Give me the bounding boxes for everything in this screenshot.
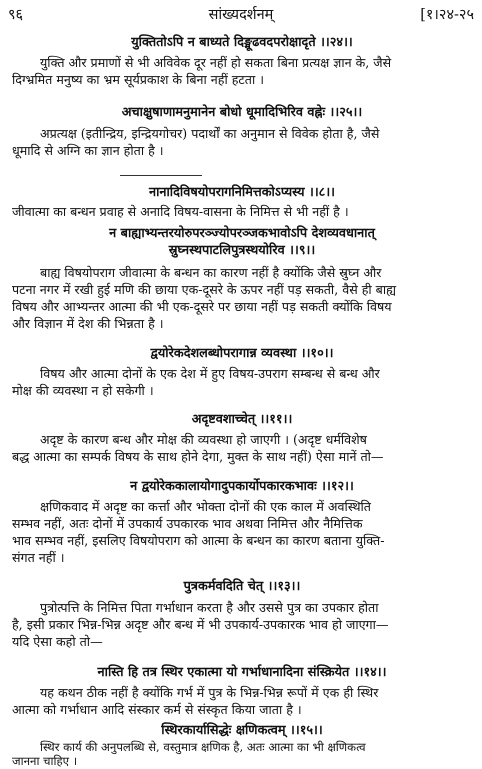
sutra-heading: नानादिविषयोपरागनिमित्तकोऽप्यस्य ।।८।। [148, 185, 336, 200]
commentary-line: जीवात्मा का बन्धन प्रवाह से अनादि विषय-वासना के निमित्त से भी नहीं है । [12, 204, 349, 219]
commentary-line: यदि ऐसा कहो तो— [12, 633, 103, 649]
commentary-line: अप्रत्यक्ष (इतीन्द्रिय, इन्द्रियगोचर) पदार्थों का अनुमान से विवेक होता है, जैसे [40, 126, 380, 141]
commentary-line: बाह्य विषयोपराग जीवात्मा के बन्धन का कारण नहीं है क्योंकि जैसे स्रुघ्न और [40, 265, 382, 280]
commentary-line: आत्मा को गर्भाधान आदि संस्कार कर्म से संस्कृत किया जाता है । [12, 701, 302, 717]
commentary-paragraph [12, 126, 472, 160]
commentary-line: युक्ति और प्रमाणों से भी अविवेक दूर नहीं हो सकता बिना प्रत्यक्ष ज्ञान के, जैसे [40, 55, 392, 70]
commentary-line: दिग्भ्रमित मनुष्य का भ्रम सूर्यप्रकाश के बिना नहीं हटता । [12, 71, 264, 87]
commentary-paragraph [12, 600, 472, 651]
commentary-line: धूमादि से अग्नि का ज्ञान होता है । [12, 142, 164, 158]
commentary-line: अदृष्ट के कारण बन्ध और मोक्ष की व्यवस्था हो जाएगी । (अदृष्ट धर्मविशेष [40, 432, 367, 447]
commentary-line: पुत्रोत्पत्ति के निमित्त पिता गर्भाधान करता है और उससे पुत्र का उपकार होता [40, 600, 379, 615]
commentary-line: जानना चाहिए । [12, 754, 78, 769]
sutra-heading: द्वयोरेकदेशलब्धोपरागान्न व्यवस्था ।।१०।। [150, 346, 334, 361]
sutra-heading: पुत्रकर्मवदिति चेत् ।।१३।। [183, 579, 301, 594]
sutra-heading: नास्ति हि तत्र स्थिर एकात्मा यो गर्भाधानादिना संस्क्रियेत ।।१४।। [97, 665, 387, 680]
commentary-paragraph [12, 55, 472, 89]
commentary-line: भाव सम्भव नहीं, इसलिए विषयोपराग को आत्मा के बन्धन का कारण बताना युक्ति- [12, 532, 385, 548]
commentary-paragraph [12, 265, 472, 333]
commentary-line: संगत नहीं । [12, 549, 65, 565]
page-title: सांख्यदर्शनम् [208, 7, 274, 23]
page-header [0, 6, 482, 28]
sutra-heading: न बाह्याभ्यन्तरयोरुपरञ्ज्योपरञ्जकभावोऽपि देशव्यवधानात् स्रुघ्नस्थपाटलिपुत्रस्थयोरिव ।।९।। [109, 226, 375, 259]
commentary-paragraph [12, 366, 472, 400]
section-divider [120, 175, 202, 176]
page-number: ९६ [8, 7, 24, 23]
sutra-heading: अचाक्षुषाणामनुमानेन बोधो धूमादिभिरिव वह्नेः ।।२५।। [121, 105, 363, 120]
commentary-line: सम्भव नहीं, अतः दोनों में उपकार्य उपकारक भाव अथवा निमित्त और नैमित्तिक [12, 515, 363, 531]
commentary-line: है, इसी प्रकार भिन्न-भिन्न अदृष्ट और बन्ध में भी उपकार्य-उपकारक भाव हो जाएगा— [12, 616, 389, 632]
commentary-paragraph [12, 499, 472, 567]
commentary-paragraph [12, 685, 472, 719]
commentary-line: पटना नगर में रखी हुई मणि की छाया एक-दूसरे के ऊपर नहीं पड़ सकती, वैसे ही बाह्य [12, 281, 397, 297]
commentary-line: यह कथन ठीक नहीं है क्योंकि गर्भ में पुत्र के भिन्न-भिन्न रूपों में एक ही स्थिर [40, 685, 379, 700]
commentary-line: विषय और आत्मा दोनों के एक देश में हुए विषय-उपराग सम्बन्ध से बन्ध और [40, 366, 380, 381]
commentary-line: और विज्ञान में देश की भिन्नता है । [12, 315, 164, 331]
sutra-heading: अदृष्टवशाच्चेत् ।।११।। [191, 412, 293, 427]
commentary-paragraph [12, 432, 472, 466]
commentary-line: स्थिर कार्य की अनुपलब्धि से, वस्तुमात्र क्षणिक है, अतः आत्मा का भी क्षणिकत्व [40, 740, 366, 754]
commentary-paragraph [12, 204, 472, 221]
commentary-line: बद्ध आत्मा का सम्पर्क विषय के साथ होने देगा, मुक्त के साथ नहीं) ऐसा मानें तो— [12, 448, 384, 464]
commentary-line: विषय और आभ्यन्तर आत्मा की भी एक-दूसरे पर छाया नहीं पड़ सकती क्योंकि विषय [12, 298, 392, 314]
sutra-heading: स्थिरकार्यासिद्धेः क्षणिकत्वम् ।।१५।। [161, 723, 323, 738]
sutra-heading: न द्वयोरेककालायोगादुपकार्योपकारकभावः ।।१२।। [130, 479, 354, 494]
commentary-line: मोक्ष की व्यवस्था न हो सकेगी । [12, 382, 154, 398]
commentary-paragraph [12, 740, 472, 769]
commentary-line: क्षणिकवाद में अदृष्ट का कर्त्ता और भोक्ता दोनों की एक काल में अवस्थिति [40, 499, 371, 514]
sutra-heading: युक्तितोऽपि न बाध्यते दिङ्मूढवदपरोक्षादृते ।।२४।। [131, 35, 353, 50]
sutra-range: [१।२४-२५ [420, 7, 474, 23]
